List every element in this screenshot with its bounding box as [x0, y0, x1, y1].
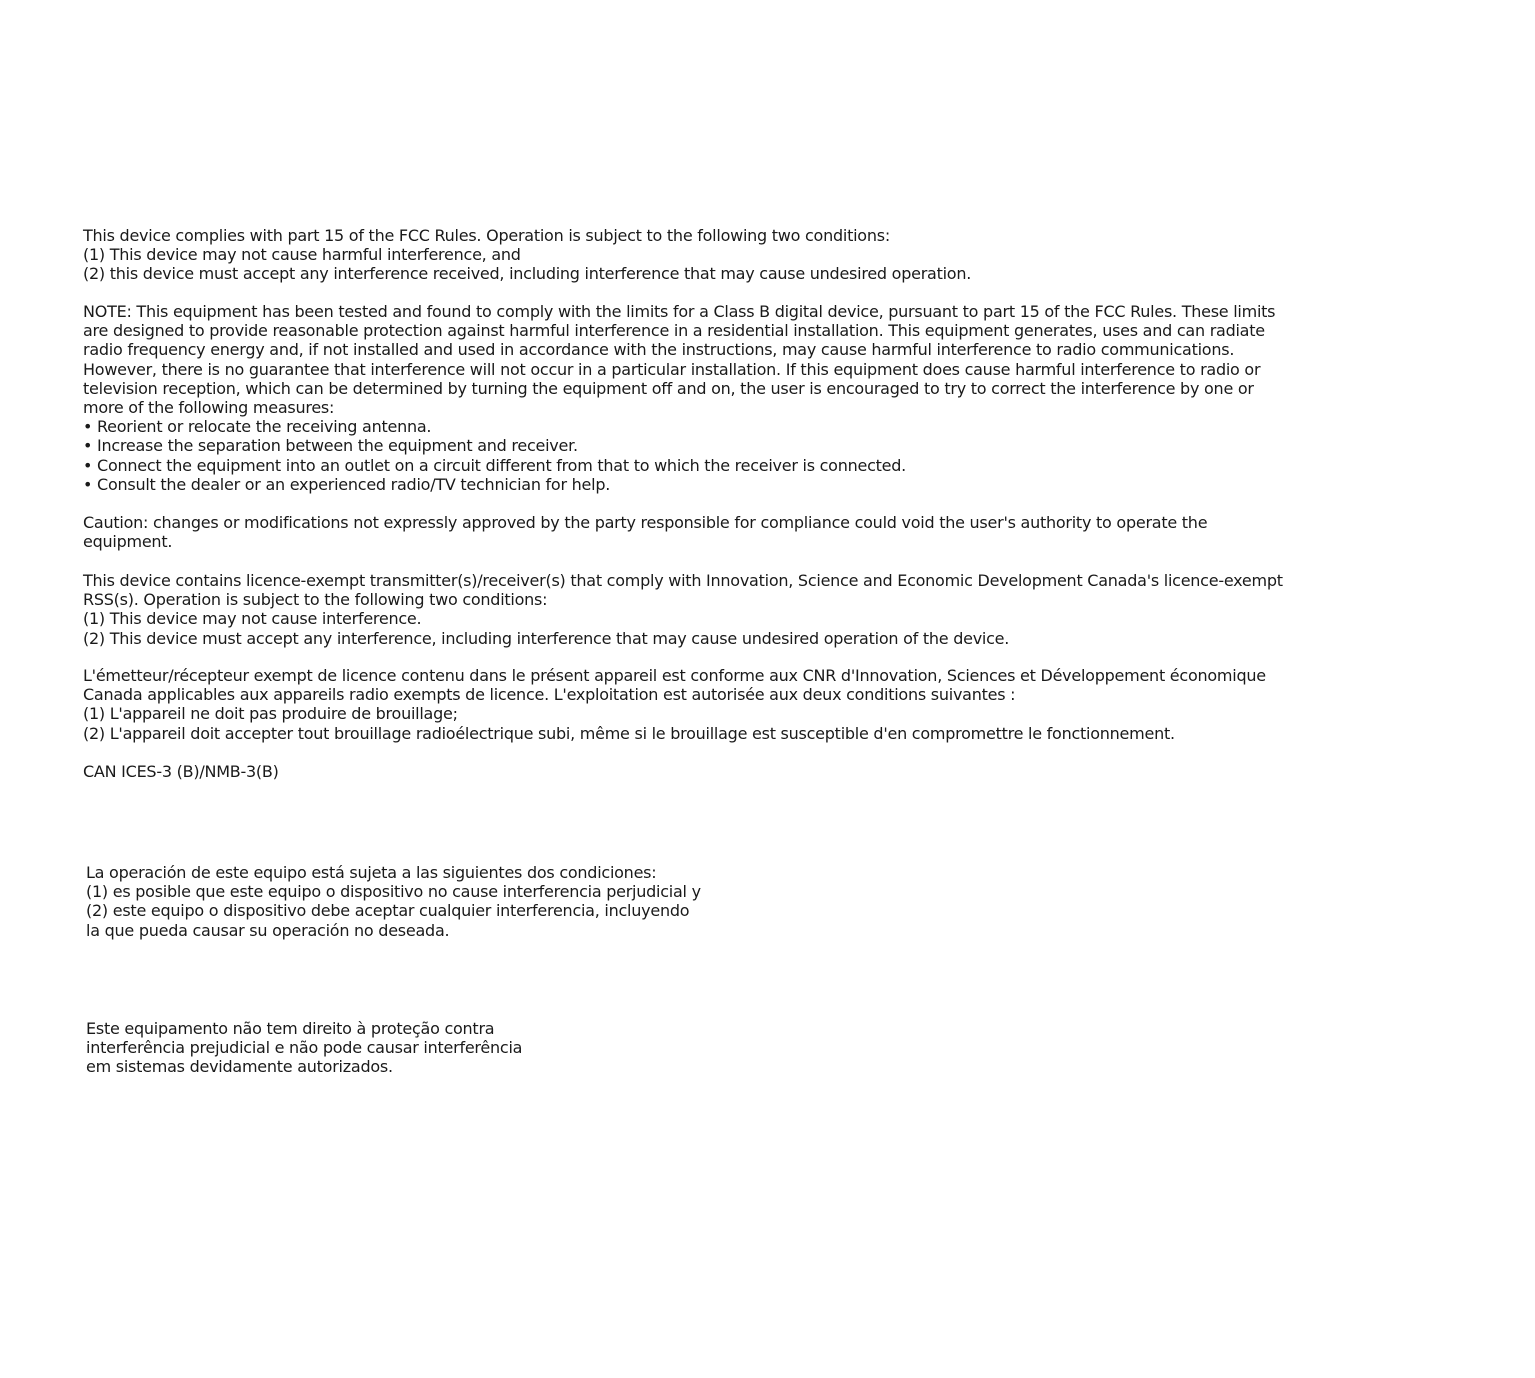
text-line: L'émetteur/récepteur exempt de licence contenu dans le présent appareil est conforme aux CNR d'Innovation, Sciences et Développement économique [83, 666, 1266, 685]
portuguese-statement [86, 1019, 522, 1077]
fcc-compliance-statement [83, 226, 971, 284]
text-line: CAN ICES-3 (B)/NMB-3(B) [83, 762, 279, 781]
text-line: Este equipamento não tem direito à proteção contra [86, 1019, 495, 1038]
text-line: em sistemas devidamente autorizados. [86, 1057, 393, 1077]
bullet-item: • Connect the equipment into an outlet on a circuit different from that to which the receiver is connected. [83, 455, 906, 475]
text-line: (1) L'appareil ne doit pas produire de brouillage; [83, 704, 458, 724]
text-line: radio frequency energy and, if not installed and used in accordance with the instructions, may cause harmful interference to radio communications. [83, 340, 1235, 360]
ised-english-statement [83, 571, 1283, 648]
spanish-statement [86, 863, 701, 940]
text-line: (1) This device may not cause interference. [83, 609, 422, 629]
text-line: NOTE: This equipment has been tested and found to comply with the limits for a Class B digital device, pursuant to part 15 of the FCC Rules. These limits [83, 302, 1276, 321]
text-line: This device complies with part 15 of the FCC Rules. Operation is subject to the following two conditions: [83, 226, 890, 245]
text-line: equipment. [83, 532, 173, 552]
ised-french-statement [83, 666, 1266, 743]
text-line: However, there is no guarantee that interference will not occur in a particular installation. If this equipment does cause harmful interference to radio or [83, 359, 1261, 379]
text-line: more of the following measures: [83, 397, 335, 417]
ices-compliance-label [83, 762, 279, 781]
text-line: are designed to provide reasonable protection against harmful interference in a residential installation. This equipment generates, uses and can radiate [83, 321, 1265, 341]
text-line: television reception, which can be determined by turning the equipment off and on, the user is encouraged to try to correct the interference by one or [83, 378, 1254, 398]
text-line: (1) This device may not cause harmful interference, and [83, 245, 521, 265]
text-line: (2) este equipo o dispositivo debe aceptar cualquier interferencia, incluyendo [86, 901, 690, 921]
text-line: Canada applicables aux appareils radio exempts de licence. L'exploitation est autorisée aux deux conditions suivantes : [83, 685, 1016, 705]
bullet-item: • Increase the separation between the equipment and receiver. [83, 436, 578, 456]
text-line: (2) This device must accept any interference, including interference that may cause undesired operation of the device. [83, 628, 1010, 648]
text-line: interferência prejudicial e não pode causar interferência [86, 1038, 523, 1058]
fcc-class-b-note [83, 302, 1275, 494]
text-line: (2) this device must accept any interference received, including interference that may cause undesired operation. [83, 264, 972, 284]
text-line: Caution: changes or modifications not expressly approved by the party responsible for compliance could void the user's authority to operate the [83, 513, 1208, 532]
text-line: (2) L'appareil doit accepter tout brouillage radioélectrique subi, même si le brouillage est susceptible d'en compromettre le fonctionnement. [83, 723, 1175, 743]
text-line: La operación de este equipo está sujeta a las siguientes dos condiciones: [86, 863, 657, 882]
text-line: (1) es posible que este equipo o dispositivo no cause interferencia perjudicial y [86, 882, 701, 902]
bullet-item: • Consult the dealer or an experienced radio/TV technician for help. [83, 474, 611, 494]
text-line: la que pueda causar su operación no deseada. [86, 920, 450, 940]
text-line: RSS(s). Operation is subject to the following two conditions: [83, 590, 548, 610]
bullet-item: • Reorient or relocate the receiving antenna. [83, 417, 432, 437]
text-line: This device contains licence-exempt transmitter(s)/receiver(s) that comply with Innovation, Science and Economic Development Canada's licence-exempt [83, 571, 1283, 590]
caution-statement [83, 513, 1207, 551]
